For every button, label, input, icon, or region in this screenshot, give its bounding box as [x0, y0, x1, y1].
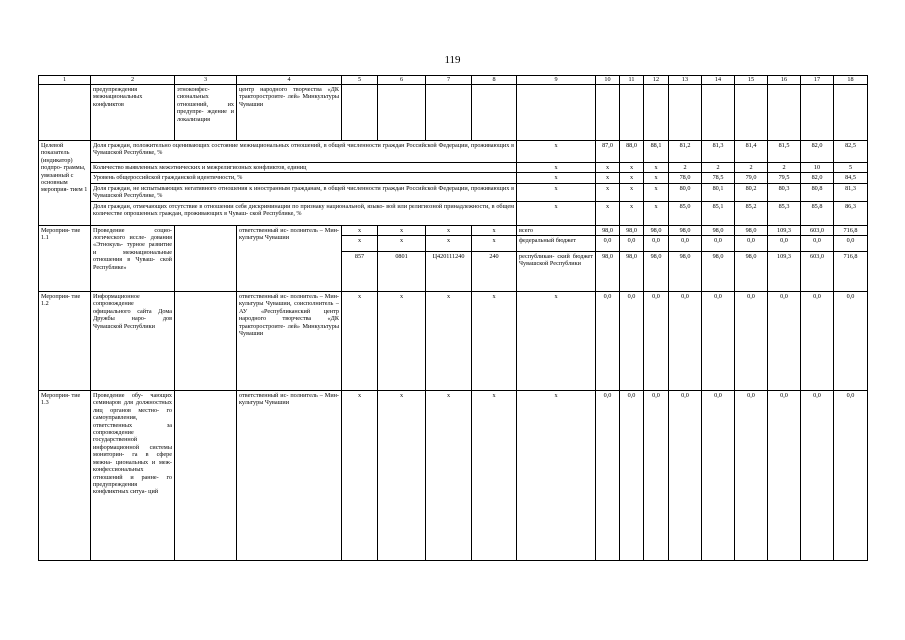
budget-code-cell: x — [426, 225, 472, 235]
table-body — [39, 76, 868, 561]
measure-goal — [175, 391, 237, 561]
column-number-17: 17 — [801, 76, 834, 85]
measure-label: Мероприя- тие 1.1 — [39, 225, 91, 291]
value-cell: 0,0 — [735, 292, 768, 391]
value-cell: 0,0 — [735, 236, 768, 252]
measure-name: Проведение социо- логического иссле- дования «Этнокуль- турное развитие и межнациональные отношения в Чуваш- ской Республике» — [91, 225, 175, 291]
budget-code-cell: 857 — [342, 252, 378, 292]
value-cell: 98,0 — [735, 252, 768, 292]
value-cell: 5 — [834, 163, 868, 173]
budget-code-cell: x — [426, 292, 472, 391]
value-cell: 603,0 — [801, 252, 834, 292]
value-cell: 0,0 — [620, 236, 644, 252]
value-cell: 80,1 — [702, 183, 735, 201]
indicator-row — [39, 201, 868, 225]
value-cell: 81,3 — [834, 183, 868, 201]
measure-executor: ответственный ис- полнитель – Мин- культуры Чувашии, соисполнитель – АУ «Республиканский центр народного творчества «ДК тракторостроите- лей» Минкультуры Чувашии — [237, 292, 342, 391]
value-cell: 88,0 — [620, 141, 644, 163]
measure-goal — [175, 225, 237, 291]
value-cell: 0,0 — [834, 391, 868, 561]
value-cell: 85,0 — [669, 201, 702, 225]
indicator-text: Доля граждан, положительно оценивающих состояние межнациональных отношений, в общей численности граждан Российской Федерации, проживающих в Чувашской Республике, % — [91, 141, 517, 163]
measure-executor: ответственный ис- полнитель – Мин- культуры Чувашии — [237, 225, 342, 291]
measure-name: Проведение обу- чающих семинаров для должностных лиц органов местно- го самоуправления, ответственных за сопровождение государственной информационной системы мониторин- га в сфере межна- циональных и меж- конфессиональных отношений и ранне- го предупреждения конфликтных ситуа- ций — [91, 391, 175, 561]
continuation-col3: этноконфес- сиональных отношений, их предупре- ждение и локализация — [175, 85, 237, 141]
value-cell: x — [644, 183, 669, 201]
budget-code-cell: x — [517, 292, 596, 391]
column-number-9: 9 — [517, 76, 596, 85]
value-cell: 81,3 — [702, 141, 735, 163]
column-number-7: 7 — [426, 76, 472, 85]
value-cell: 716,8 — [834, 225, 868, 235]
column-number-1: 1 — [39, 76, 91, 85]
value-cell: 0,0 — [669, 391, 702, 561]
value-cell: 0,0 — [620, 391, 644, 561]
budget-code-cell: x — [517, 391, 596, 561]
budget-code-cell: x — [378, 391, 426, 561]
value-cell: x — [644, 201, 669, 225]
column-number-12: 12 — [644, 76, 669, 85]
value-cell: 0,0 — [644, 391, 669, 561]
value-cell: 85,8 — [801, 201, 834, 225]
value-cell: 10 — [801, 163, 834, 173]
column-number-14: 14 — [702, 76, 735, 85]
value-cell: 85,3 — [768, 201, 801, 225]
value-cell: 0,0 — [702, 391, 735, 561]
value-cell: 603,0 — [801, 225, 834, 235]
measure-label: Мероприя- тие 1.3 — [39, 391, 91, 561]
value-cell: 78,0 — [669, 173, 702, 183]
budget-code-cell: 240 — [472, 252, 517, 292]
value-cell: 2 — [768, 163, 801, 173]
value-cell: 0,0 — [834, 236, 868, 252]
value-cell: x — [644, 163, 669, 173]
value-cell: x — [620, 163, 644, 173]
column-number-11: 11 — [620, 76, 644, 85]
value-cell: 0,0 — [644, 236, 669, 252]
budget-code-cell: x — [472, 225, 517, 235]
indicator-row — [39, 183, 868, 201]
value-cell: 0,0 — [596, 391, 620, 561]
column-number-10: 10 — [596, 76, 620, 85]
column-number-15: 15 — [735, 76, 768, 85]
value-cell: 82,0 — [801, 141, 834, 163]
value-cell: 0,0 — [669, 292, 702, 391]
budget-code-cell: Ц420111240 — [426, 252, 472, 292]
value-cell: 0,0 — [596, 292, 620, 391]
indicator-source: x — [517, 173, 596, 183]
column-number-18: 18 — [834, 76, 868, 85]
value-cell: 98,0 — [702, 225, 735, 235]
value-cell: 80,2 — [735, 183, 768, 201]
value-cell: 109,3 — [768, 225, 801, 235]
value-cell: 78,5 — [702, 173, 735, 183]
column-number-5: 5 — [342, 76, 378, 85]
value-cell: 0,0 — [801, 391, 834, 561]
value-cell: 81,5 — [768, 141, 801, 163]
value-cell: 98,0 — [596, 252, 620, 292]
value-cell: x — [620, 173, 644, 183]
value-cell: 0,0 — [702, 292, 735, 391]
value-cell: 0,0 — [620, 292, 644, 391]
value-cell: x — [620, 183, 644, 201]
value-cell: 98,0 — [620, 225, 644, 235]
value-cell: 0,0 — [801, 292, 834, 391]
value-cell: 0,0 — [768, 292, 801, 391]
value-cell: x — [596, 201, 620, 225]
indicator-label: Целевой показатель (индикатор) подпро- граммы, увязанный с основным мероприя- тием 1 — [39, 141, 91, 226]
budget-code-cell: x — [342, 225, 378, 235]
value-cell: x — [620, 201, 644, 225]
value-cell: 98,0 — [644, 225, 669, 235]
indicator-text: Количество выявленных межэтнических и межрелигиозных конфликтов, единиц — [91, 163, 517, 173]
value-cell: 82,0 — [801, 173, 834, 183]
value-cell: 98,0 — [596, 225, 620, 235]
indicator-source: x — [517, 141, 596, 163]
indicator-row — [39, 163, 868, 173]
measure-goal — [175, 292, 237, 391]
column-number-3: 3 — [175, 76, 237, 85]
indicator-row — [39, 173, 868, 183]
indicator-text: Доля граждан, не испытывающих негативного отношения к иностранным гражданам, в общей численности граждан Российской Федерации, проживающих в Чувашской Республике, % — [91, 183, 517, 201]
value-cell: 0,0 — [768, 391, 801, 561]
value-cell: 2 — [702, 163, 735, 173]
value-cell: x — [596, 163, 620, 173]
value-cell: 2 — [735, 163, 768, 173]
column-number-16: 16 — [768, 76, 801, 85]
value-cell: x — [596, 183, 620, 201]
indicator-row — [39, 141, 868, 163]
value-cell: 84,5 — [834, 173, 868, 183]
column-number-2: 2 — [91, 76, 175, 85]
value-cell: 716,8 — [834, 252, 868, 292]
budget-code-cell: x — [342, 236, 378, 252]
value-cell: 0,0 — [596, 236, 620, 252]
budget-code-cell: 0801 — [378, 252, 426, 292]
value-cell: 85,2 — [735, 201, 768, 225]
value-cell: 79,5 — [768, 173, 801, 183]
value-cell: 79,0 — [735, 173, 768, 183]
value-cell: 88,1 — [644, 141, 669, 163]
value-cell: 98,0 — [669, 252, 702, 292]
measure-1-1-row — [39, 225, 868, 235]
value-cell: x — [596, 173, 620, 183]
indicator-source: x — [517, 183, 596, 201]
funding-source: федеральный бюджет — [517, 236, 596, 252]
indicator-source: x — [517, 201, 596, 225]
value-cell: 82,5 — [834, 141, 868, 163]
value-cell: 80,8 — [801, 183, 834, 201]
value-cell: 80,3 — [768, 183, 801, 201]
value-cell: 87,0 — [596, 141, 620, 163]
measure-label: Мероприя- тие 1.2 — [39, 292, 91, 391]
value-cell: 81,2 — [669, 141, 702, 163]
budget-code-cell: x — [472, 236, 517, 252]
continuation-col2: предупреждения межнациональных конфликтов — [91, 85, 175, 141]
value-cell: 81,4 — [735, 141, 768, 163]
value-cell: 98,0 — [669, 225, 702, 235]
budget-code-cell: x — [342, 292, 378, 391]
measure-executor: ответственный ис- полнитель – Мин- культуры Чувашии — [237, 391, 342, 561]
continuation-row — [39, 85, 868, 141]
value-cell: 85,1 — [702, 201, 735, 225]
measure-1-2-row — [39, 292, 868, 391]
column-number-row — [39, 76, 868, 85]
funding-source: республикан- ский бюджет Чувашской Республики — [517, 252, 596, 292]
value-cell: 0,0 — [735, 391, 768, 561]
value-cell: 86,3 — [834, 201, 868, 225]
continuation-col1 — [39, 85, 91, 141]
value-cell: 0,0 — [768, 236, 801, 252]
budget-code-cell: x — [378, 236, 426, 252]
value-cell: 0,0 — [669, 236, 702, 252]
value-cell: 0,0 — [801, 236, 834, 252]
value-cell: 2 — [669, 163, 702, 173]
value-cell: 98,0 — [644, 252, 669, 292]
value-cell: 0,0 — [834, 292, 868, 391]
page-number: 119 — [444, 54, 461, 66]
measure-name: Информационное сопровождение официального сайта Дома Дружбы наро- дов Чувашской Республики — [91, 292, 175, 391]
value-cell: 98,0 — [620, 252, 644, 292]
budget-code-cell: x — [342, 391, 378, 561]
column-number-13: 13 — [669, 76, 702, 85]
budget-code-cell: x — [426, 391, 472, 561]
value-cell: x — [644, 173, 669, 183]
continuation-col4: центр народного творчества «ДК тракторостроите- лей» Минкультуры Чувашии — [237, 85, 342, 141]
budget-code-cell: x — [378, 225, 426, 235]
value-cell: 109,3 — [768, 252, 801, 292]
column-number-8: 8 — [472, 76, 517, 85]
value-cell: 0,0 — [644, 292, 669, 391]
value-cell: 98,0 — [702, 252, 735, 292]
value-cell: 80,0 — [669, 183, 702, 201]
budget-code-cell: x — [426, 236, 472, 252]
funding-source: всего — [517, 225, 596, 235]
measure-1-3-row — [39, 391, 868, 561]
indicator-source: x — [517, 163, 596, 173]
budget-code-cell: x — [378, 292, 426, 391]
indicator-text: Доля граждан, отмечающих отсутствие в отношении себя дискриминации по признаку национальной, языко- вой или религиозной принадлежности, в общем количестве опрошенных граждан, проживающих в Чуваш- ской Республике, % — [91, 201, 517, 225]
program-table — [38, 75, 868, 561]
column-number-4: 4 — [237, 76, 342, 85]
budget-code-cell: x — [472, 292, 517, 391]
budget-code-cell: x — [472, 391, 517, 561]
value-cell: 0,0 — [702, 236, 735, 252]
indicator-text: Уровень общероссийской гражданской идентичности, % — [91, 173, 517, 183]
value-cell: 98,0 — [735, 225, 768, 235]
column-number-6: 6 — [378, 76, 426, 85]
